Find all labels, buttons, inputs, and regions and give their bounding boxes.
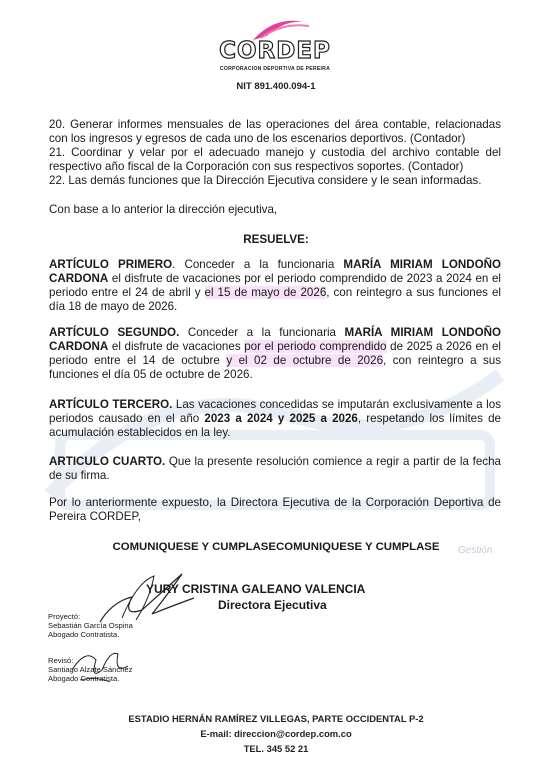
article-segundo: [49, 326, 501, 382]
intro-paragraph: Con base a lo anterior la dirección ejecutiva,: [49, 203, 278, 216]
reviso-role: Abogado Contratista.: [48, 674, 120, 683]
proyecto-role: Abogado Contratista.: [48, 630, 120, 639]
periods-bold: 2023 a 2024 y 2025 a 2026: [204, 412, 358, 425]
article-primero-heading: ARTÍCULO PRIMERO: [49, 258, 173, 271]
cordep-logo: [205, 14, 345, 70]
closing-text: Por lo anteriormente expuesto, la Directora Ejecutiva de la Corporación Deportiva de Pereira CORDEP,: [49, 496, 501, 523]
article-cuarto-heading: ARTICULO CUARTO.: [49, 455, 166, 468]
proyecto-block: [48, 612, 133, 639]
faded-watermark-text: Gestión: [458, 545, 493, 556]
highlighted-date: el 15 de mayo de 2026: [204, 286, 327, 299]
article-text: el disfrute de vacaciones por el periodo comprendido de 2023 a 2024 en el periodo entre el 24 de abril y: [49, 272, 501, 299]
intro-text: [49, 203, 501, 217]
footer-address: ESTADIO HERNÁN RAMÍREZ VILLEGAS, PARTE OCCIDENTAL P-2: [128, 713, 424, 724]
highlighted-text: por el periodo comprendido: [244, 340, 387, 353]
article-tercero: [49, 398, 501, 440]
article-segundo-heading: ARTÍCULO SEGUNDO.: [49, 326, 180, 339]
reviso-block: [48, 656, 132, 683]
footer-email: E-mail: direccion@cordep.com.co: [200, 728, 352, 739]
article-cuarto: [49, 455, 501, 483]
article-text: , respetando los límites de acumulación establecidos en la ley.: [49, 412, 501, 439]
article-cuarto-text: [49, 455, 501, 483]
function-item: 22. Las demás funciones que la Dirección Ejecutiva considere y le sean informadas.: [49, 174, 482, 187]
logo-subtitle: CORPORACION DEPORTIVA DE PEREIRA: [219, 66, 331, 72]
reviso-label: Revisó:: [48, 656, 74, 665]
closing-paragraph: [49, 496, 501, 524]
signer-name: YURY CRISTINA GALEANO VALENCIA: [146, 582, 366, 596]
article-text: Las vacaciones concedidas se imputarán exclusivamente a los periodos causado en el año: [49, 398, 501, 425]
highlighted-date: y el 02 de octubre de 2026: [226, 354, 384, 367]
footer-phone: TEL. 345 52 21: [243, 743, 309, 754]
article-tercero-text: [49, 398, 501, 440]
article-text: Conceder a la funcionaria: [179, 326, 345, 339]
function-item: 20. Generar informes mensuales de las operaciones del área contable, relacionadas con los ingresos y egresos de cada uno de los escenarios deportivos. (Contador): [49, 118, 501, 145]
article-primero-text: [49, 258, 501, 314]
functions-list: [49, 118, 501, 188]
article-segundo-text: [49, 326, 501, 382]
article-text: Que la presente resolución comience a regir a partir de la fecha de su firma.: [49, 455, 501, 482]
article-text: , con reintegro a sus funciones el día 18 de mayo de 2026.: [49, 286, 501, 313]
nit-number: NIT 891.400.094-1: [236, 81, 316, 92]
reviso-name: Santiago Alzate Sánchez: [48, 665, 133, 674]
signer-title: Directora Ejecutiva: [218, 598, 327, 612]
article-text: , con reintegro a sus funciones el día 05 de octubre de 2026.: [49, 354, 502, 381]
proyecto-name: Sebastián García Ospina: [48, 621, 133, 630]
article-tercero-heading: ARTÍCULO TERCERO.: [49, 398, 173, 411]
article-text: el disfrute de vacaciones: [108, 340, 245, 353]
comuniquese-line: COMUNIQUESE Y CUMPLASECOMUNIQUESE Y CUMPLASE: [112, 541, 440, 553]
proyecto-label: Proyectó:: [48, 612, 81, 621]
article-text: de 2025 a 2026 en el periodo entre el 14 de octubre: [49, 340, 501, 367]
function-item: 21. Coordinar y velar por el adecuado manejo y custodia del archivo contable del respectivo año fiscal de la Corporación con sus respectivos soportes. (Contador): [49, 146, 501, 173]
employee-name: MARÍA MIRIAM LONDOÑO CARDONA: [49, 326, 501, 353]
employee-name: MARÍA MIRIAM LONDOÑO CARDONA: [49, 258, 501, 285]
resuelve-heading: RESUELVE:: [243, 233, 309, 246]
logo-wordmark: CORDEP: [219, 38, 331, 64]
article-text: . Conceder a la funcionaria: [172, 258, 344, 271]
article-primero: [49, 258, 501, 314]
